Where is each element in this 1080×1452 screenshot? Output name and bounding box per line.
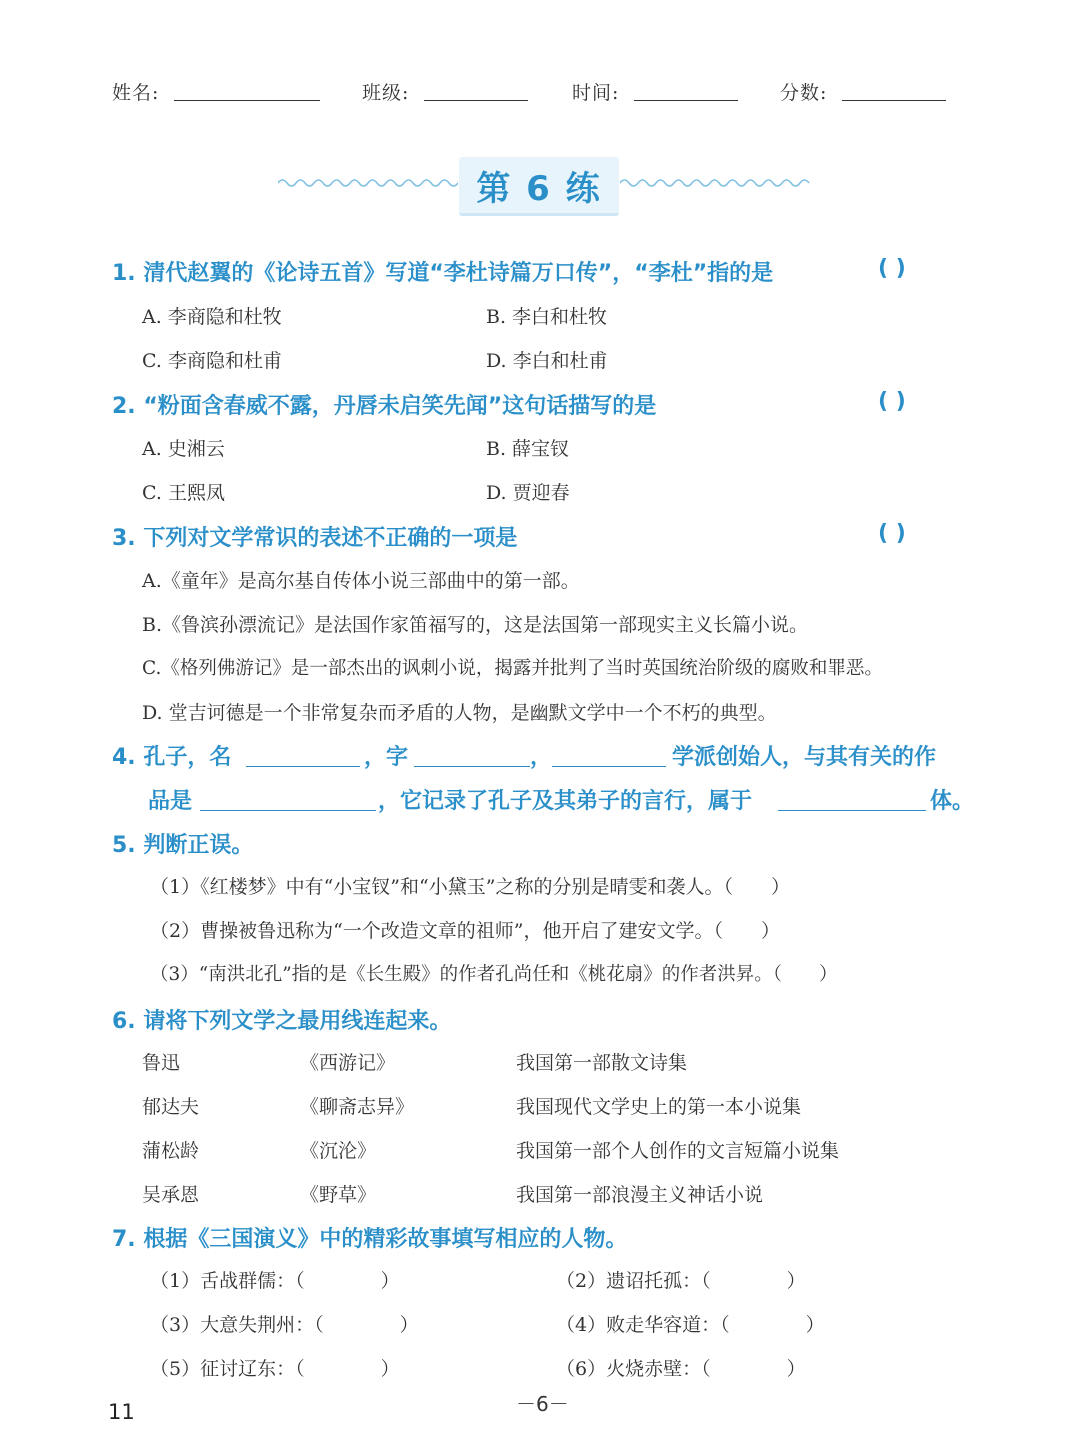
q1-option-c: C. 李商隐和杜甫 bbox=[142, 350, 282, 372]
q6-work-1[interactable]: 《西游记》 bbox=[300, 1052, 396, 1074]
question-4-part6: ，它记录了孔子及其弟子的言行，属于 bbox=[378, 789, 753, 814]
question-5: 5. 判断正误。 bbox=[112, 833, 254, 858]
answer-paren-3[interactable]: ( ) bbox=[878, 521, 906, 546]
q5-item-1: （1）《红楼梦》中有“小宝钗”和“小黛玉”之称的分别是晴雯和袭人。（ ） bbox=[150, 876, 790, 898]
q6-desc-2[interactable]: 我国现代文学史上的第一本小说集 bbox=[516, 1096, 802, 1118]
answer-paren-2[interactable]: ( ) bbox=[878, 389, 906, 414]
q7-item-1: （1）舌战群儒：（ ） bbox=[150, 1270, 400, 1292]
q6-work-4[interactable]: 《野草》 bbox=[300, 1184, 377, 1206]
q3-option-d: D. 堂吉诃德是一个非常复杂而矛盾的人物，是幽默文学中一个不朽的典型。 bbox=[142, 702, 777, 724]
q7-item-6: （6）火烧赤壁：（ ） bbox=[556, 1358, 806, 1380]
question-7: 7. 根据《三国演义》中的精彩故事填写相应的人物。 bbox=[112, 1227, 628, 1252]
q4-blank-school[interactable] bbox=[552, 766, 666, 767]
wave-decoration-left bbox=[278, 176, 458, 190]
q6-desc-3[interactable]: 我国第一部个人创作的文言短篇小说集 bbox=[516, 1140, 840, 1162]
q3-option-a: A.《童年》是高尔基自传体小说三部曲中的第一部。 bbox=[142, 570, 580, 592]
time-label: 时间: bbox=[572, 82, 620, 104]
question-4-part7: 体。 bbox=[930, 789, 975, 814]
page-title: 第 6 练 bbox=[476, 169, 602, 209]
wave-decoration-right bbox=[620, 176, 810, 190]
q6-work-3[interactable]: 《沉沦》 bbox=[300, 1140, 377, 1162]
question-4-part5: 品是 bbox=[148, 789, 193, 814]
q1-option-a: A. 李商隐和杜牧 bbox=[142, 306, 282, 328]
q2-option-a: A. 史湘云 bbox=[142, 438, 225, 460]
q6-author-3[interactable]: 蒲松龄 bbox=[142, 1140, 200, 1162]
q3-option-b: B.《鲁滨孙漂流记》是法国作家笛福写的，这是法国第一部现实主义长篇小说。 bbox=[142, 614, 809, 636]
q2-option-b: B. 薛宝钗 bbox=[486, 438, 570, 460]
q7-item-2: （2）遗诏托孤：（ ） bbox=[556, 1270, 806, 1292]
q1-option-b: B. 李白和杜牧 bbox=[486, 306, 608, 328]
question-4-part1: 4. 孔子，名 bbox=[112, 745, 232, 770]
q7-item-5: （5）征讨辽东：（ ） bbox=[150, 1358, 400, 1380]
q5-item-3: （3）“南洪北孔”指的是《长生殿》的作者孔尚任和《桃花扇》的作者洪昇。（ ） bbox=[150, 964, 838, 985]
q4-blank-name[interactable] bbox=[246, 766, 360, 767]
corner-number: 11 bbox=[108, 1400, 135, 1424]
question-1: 1. 清代赵翼的《论诗五首》写道“李杜诗篇万口传”，“李杜”指的是 bbox=[112, 261, 774, 286]
q7-item-3: （3）大意失荆州：（ ） bbox=[150, 1314, 419, 1336]
q6-author-4[interactable]: 吴承恩 bbox=[142, 1184, 200, 1206]
question-3: 3. 下列对文学常识的表述不正确的一项是 bbox=[112, 526, 518, 551]
score-label: 分数: bbox=[780, 82, 828, 104]
question-4-part3: ， bbox=[530, 745, 553, 770]
question-4-part2: ，字 bbox=[364, 745, 409, 770]
q6-desc-4[interactable]: 我国第一部浪漫主义神话小说 bbox=[516, 1184, 764, 1206]
question-6: 6. 请将下列文学之最用线连起来。 bbox=[112, 1009, 452, 1034]
answer-paren-1[interactable]: ( ) bbox=[878, 256, 906, 281]
q2-option-c: C. 王熙凤 bbox=[142, 482, 225, 504]
q4-blank-work[interactable] bbox=[200, 810, 376, 811]
q1-option-d: D. 李白和杜甫 bbox=[486, 350, 608, 372]
q6-desc-1[interactable]: 我国第一部散文诗集 bbox=[516, 1052, 688, 1074]
time-blank[interactable] bbox=[634, 100, 738, 101]
name-label: 姓名: bbox=[112, 82, 160, 104]
class-label: 班级: bbox=[362, 82, 410, 104]
q5-item-2: （2）曹操被鲁迅称为“一个改造文章的祖师”，他开启了建安文学。（ ） bbox=[150, 920, 781, 942]
question-2: 2. “粉面含春威不露，丹唇未启笑先闻”这句话描写的是 bbox=[112, 394, 657, 419]
q6-work-2[interactable]: 《聊斋志异》 bbox=[300, 1096, 415, 1118]
name-blank[interactable] bbox=[174, 100, 320, 101]
q2-option-d: D. 贾迎春 bbox=[486, 482, 570, 504]
score-blank[interactable] bbox=[842, 100, 946, 101]
q7-item-4: （4）败走华容道：（ ） bbox=[556, 1314, 825, 1336]
q6-author-2[interactable]: 郁达夫 bbox=[142, 1096, 200, 1118]
q6-author-1[interactable]: 鲁迅 bbox=[142, 1052, 181, 1074]
class-blank[interactable] bbox=[424, 100, 528, 101]
q4-blank-style[interactable] bbox=[778, 810, 926, 811]
q4-blank-courtesy-name[interactable] bbox=[414, 766, 530, 767]
question-4-part4: 学派创始人，与其有关的作 bbox=[672, 745, 937, 770]
page-number: －6－ bbox=[516, 1392, 569, 1416]
q3-option-c: C.《格列佛游记》是一部杰出的讽刺小说，揭露并批判了当时英国统治阶级的腐败和罪恶。 bbox=[142, 658, 883, 679]
